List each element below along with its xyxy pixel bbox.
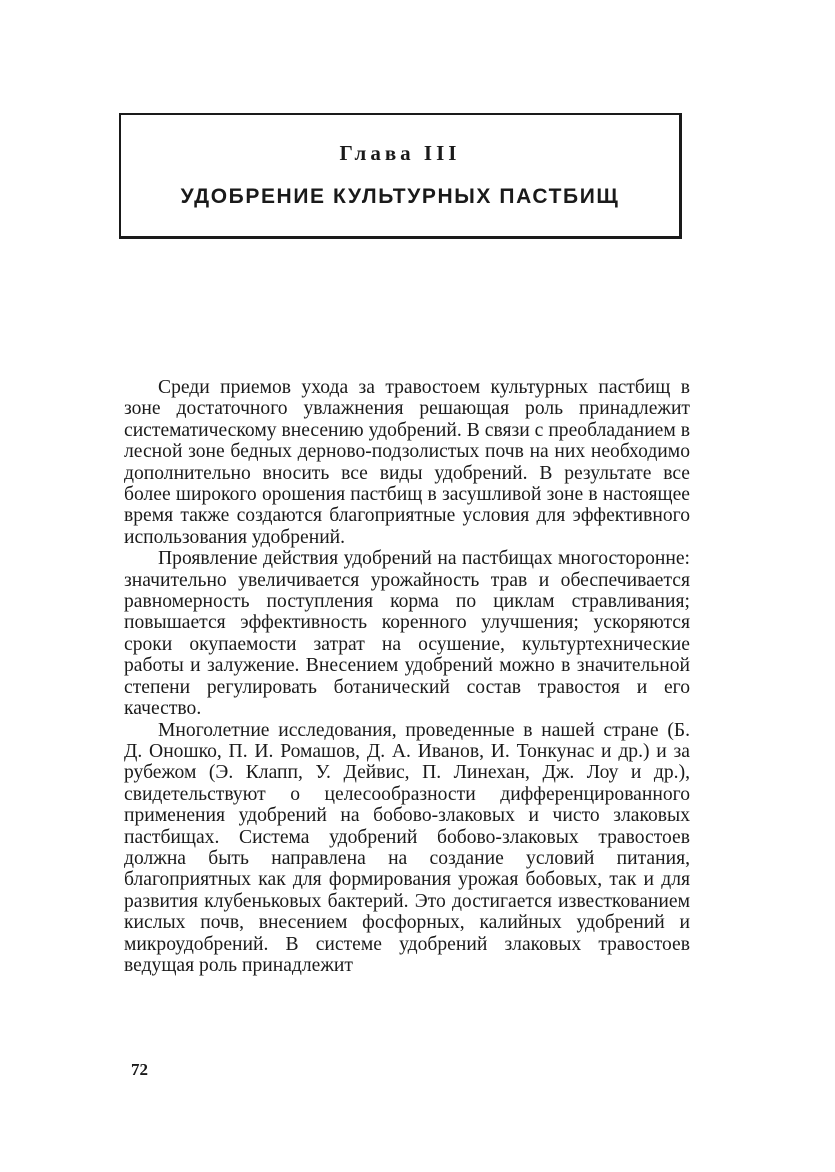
chapter-heading-box [119,113,682,239]
page-number: 72 [131,1060,148,1079]
paragraph-1: Среди приемов ухода за травостоем культурных пастбищ в зоне достаточного увлажнения решающая роль принадлежит систематическому внесению удобрений. В связи с преобладанием в лесной зоне бедных дерново-подзолистых почв на них необходимо дополнительно вносить все виды удобрений. В результате все более широкого орошения пастбищ в засушливой зоне в настоящее время также создаются благоприятные условия для эффективного использования удобрений. [124,377,690,548]
paragraph-3: Многолетние исследования, проведенные в нашей стране (Б. Д. Оношко, П. И. Ромашов, Д. А. Иванов, И. Тонкунас и др.) и за рубежом (Э. Клапп, У. Дейвис, П. Линехан, Дж. Лоу и др.), свидетельствуют о целесообразности дифференцированного применения удобрений на бобово-злаковых и чисто злаковых пастбищах. Система удобрений бобово-злаковых травостоев должна быть направлена на создание условий питания, благоприятных как для формирования урожая бобовых, так и для развития клубеньковых бактерий. Это достигается известкованием кислых почв, внесением фосфорных, калийных удобрений и микроудобрений. В системе удобрений злаковых травостоев ведущая роль принадлежит [124,719,690,976]
body-text [124,377,690,976]
chapter-title: УДОБРЕНИЕ КУЛЬТУРНЫХ ПАСТБИЩ [180,185,620,208]
chapter-label: Глава III [339,141,461,165]
paragraph-2: Проявление действия удобрений на пастбищах многосторонне: значительно увеличивается урожайность трав и обеспечивается равномерность поступления корма по циклам стравливания; повышается эффективность коренного улучшения; ускоряются сроки окупаемости затрат на осушение, культуртехнические работы и залужение. Внесением удобрений можно в значительной степени регулировать ботанический состав травостоя и его качество. [124,548,690,720]
